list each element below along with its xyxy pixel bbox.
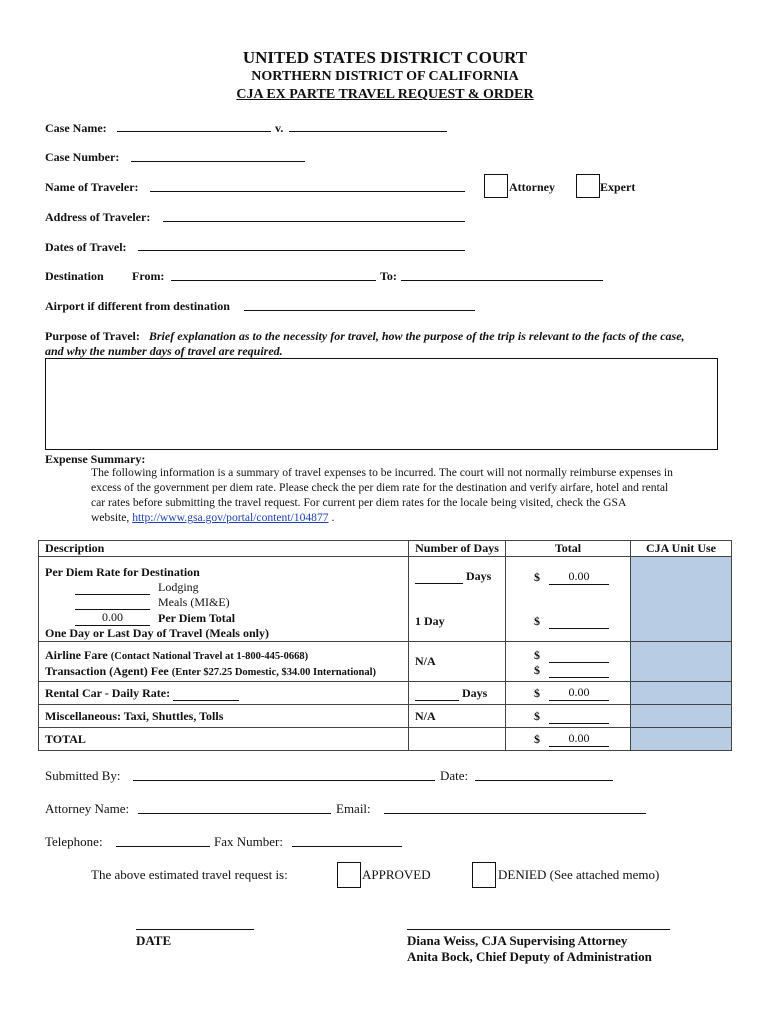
travel-dates-label: Dates of Travel: — [45, 240, 127, 254]
one-day-label: One Day or Last Day of Travel (Meals only) — [45, 626, 269, 640]
dollar-sign: $ — [534, 663, 540, 677]
per-diem-total-row — [45, 610, 402, 626]
airline-days: N/A — [409, 642, 506, 682]
denied-label: DENIED (See attached memo) — [498, 867, 660, 882]
dollar-sign: $ — [534, 648, 540, 662]
traveler-address-field[interactable] — [163, 221, 465, 222]
fax-label: Fax Number: — [214, 834, 283, 849]
expense-summary-line-3: car rates before submitting the travel request. For current per diem rates for the locale being visited, check the GSA — [91, 496, 627, 509]
purpose-line-2 — [45, 344, 283, 358]
table-row-total — [39, 728, 732, 751]
expense-summary-line-4 — [91, 511, 334, 525]
cja-cell-airline — [631, 642, 732, 682]
website-label: website, — [91, 511, 130, 524]
header-cja: CJA Unit Use — [631, 541, 732, 557]
from-field[interactable] — [171, 280, 376, 281]
airport-field[interactable] — [244, 310, 475, 311]
traveler-name-label: Name of Traveler: — [45, 180, 139, 194]
header-days: Number of Days — [409, 541, 506, 557]
header-description: Description — [39, 541, 409, 557]
airline-note: (Contact National Travel at 1-800-445-0668) — [110, 651, 309, 662]
misc-total-cell — [506, 705, 631, 728]
case-number-field[interactable] — [131, 161, 305, 162]
header-total: Total — [506, 541, 631, 557]
approver-signature-line[interactable] — [407, 929, 670, 930]
signer-2: Anita Bock, Chief Deputy of Administration — [407, 949, 652, 964]
airport-label: Airport if different from destination — [45, 299, 230, 313]
total-amount-cell — [506, 728, 631, 751]
per-diem-total-cell — [506, 557, 631, 642]
misc-days: N/A — [409, 705, 506, 728]
attorney-name-label: Attorney Name: — [45, 801, 130, 816]
email-field[interactable] — [384, 813, 646, 814]
table-row-misc — [39, 705, 732, 728]
telephone-label: Telephone: — [45, 834, 103, 849]
one-day-amount-field[interactable] — [549, 615, 609, 629]
line4-suffix: . — [331, 511, 335, 524]
expert-checkbox[interactable] — [576, 174, 600, 198]
form-title-text: CJA EX PARTE TRAVEL REQUEST & ORDER — [236, 87, 534, 102]
dollar-sign: $ — [534, 686, 540, 700]
purpose-hint-2: and why the number days of travel are required. — [45, 344, 283, 358]
form-title — [0, 87, 770, 103]
dollar-sign: $ — [534, 614, 540, 628]
expense-summary-line-1: The following information is a summary of travel expenses to be incurred. The court will not normally reimburse expenses in — [91, 466, 673, 479]
per-diem-days — [415, 569, 491, 584]
gsa-link[interactable]: http://www.gsa.gov/portal/content/104877 — [132, 511, 329, 524]
rental-days-cell — [409, 682, 506, 705]
rental-days-field[interactable] — [415, 687, 459, 701]
date-signature-label: DATE — [136, 933, 172, 948]
expert-label: Expert — [600, 180, 636, 194]
attorney-label: Attorney — [509, 180, 555, 194]
misc-amount-field[interactable] — [549, 710, 609, 724]
per-diem-amount-row — [534, 569, 609, 585]
attorney-name-field[interactable] — [138, 813, 331, 814]
cja-cell-total — [631, 728, 732, 751]
total-amount[interactable]: 0.00 — [549, 731, 609, 747]
submitted-by-label: Submitted By: — [45, 768, 121, 783]
date-label: Date: — [440, 768, 469, 783]
destination-label: Destination — [45, 269, 104, 283]
to-field[interactable] — [401, 280, 603, 281]
total-label: TOTAL — [39, 728, 409, 751]
expense-summary-line-2: excess of the government per diem rate. Please check the per diem rate for the destination and verify airfare, hotel and rental — [91, 481, 669, 494]
meals-label: Meals (MI&E) — [158, 595, 230, 609]
dollar-sign: $ — [534, 570, 540, 584]
table-header-row — [39, 541, 732, 557]
agent-amount-field[interactable] — [549, 664, 609, 678]
date-field[interactable] — [475, 780, 613, 781]
purpose-line-1 — [45, 329, 735, 343]
district-title: NORTHERN DISTRICT OF CALIFORNIA — [251, 69, 519, 84]
expense-summary-title: Expense Summary: — [45, 452, 146, 466]
airline-label: Airline Fare — [45, 648, 108, 662]
cja-cell-misc — [631, 705, 732, 728]
agent-note: (Enter $27.25 Domestic, $34.00 International) — [171, 667, 376, 678]
denied-checkbox[interactable] — [472, 862, 496, 888]
rental-description — [39, 682, 409, 705]
submitted-by-field[interactable] — [133, 780, 435, 781]
per-diem-amount[interactable]: 0.00 — [549, 569, 609, 585]
lodging-field[interactable] — [75, 581, 150, 595]
traveler-address-label: Address of Traveler: — [45, 210, 151, 224]
table-row-per-diem — [39, 557, 732, 642]
case-name-defendant-field[interactable] — [289, 131, 447, 132]
table-row-rental — [39, 682, 732, 705]
per-diem-days-cell — [409, 557, 506, 642]
rental-rate-field[interactable] — [173, 687, 239, 701]
days-label: Days — [462, 685, 488, 700]
signer-1: Diana Weiss, CJA Supervising Attorney — [407, 933, 628, 948]
dollar-sign: $ — [534, 732, 540, 746]
per-diem-description — [39, 557, 409, 642]
airline-description — [39, 642, 409, 682]
table-row-airline — [39, 642, 732, 682]
meals-field[interactable] — [75, 596, 150, 610]
agent-amount-row — [534, 663, 609, 678]
total-days-cell — [409, 728, 506, 751]
airline-amount-field[interactable] — [549, 649, 609, 663]
one-day-count: 1 Day — [415, 614, 445, 628]
one-day-amount-row — [534, 614, 609, 629]
purpose-label: Purpose of Travel: — [45, 329, 140, 343]
rental-total-cell — [506, 682, 631, 705]
versus-label: v. — [275, 121, 284, 135]
case-name-plaintiff-field[interactable] — [117, 131, 271, 132]
misc-label: Miscellaneous: Taxi, Shuttles, Tolls — [39, 705, 409, 728]
airline-row — [45, 648, 402, 664]
fax-field[interactable] — [292, 846, 402, 847]
per-diem-days-field[interactable] — [415, 570, 463, 584]
attorney-checkbox[interactable] — [484, 174, 508, 198]
cja-cell-per-diem — [631, 557, 732, 642]
approved-label: APPROVED — [362, 867, 431, 882]
approved-checkbox[interactable] — [337, 862, 361, 888]
telephone-field[interactable] — [116, 846, 210, 847]
agent-row — [45, 664, 402, 680]
per-diem-title: Per Diem Rate for Destination — [45, 565, 200, 579]
lodging-label: Lodging — [158, 580, 199, 594]
dollar-sign: $ — [534, 708, 540, 723]
agent-label: Transaction (Agent) Fee — [45, 664, 169, 678]
purpose-textarea[interactable] — [45, 358, 718, 450]
email-label: Email: — [336, 801, 371, 816]
court-title: UNITED STATES DISTRICT COURT — [242, 48, 528, 67]
days-label: Days — [466, 569, 492, 583]
lodging-row — [45, 580, 402, 595]
cja-cell-rental — [631, 682, 732, 705]
meals-row — [45, 595, 402, 610]
rental-amount[interactable]: 0.00 — [549, 685, 609, 701]
per-diem-total-label: Per Diem Total — [158, 611, 236, 625]
airline-total-cell — [506, 642, 631, 682]
purpose-hint-1: Brief explanation as to the necessity for travel, how the purpose of the trip is relevant to the facts of the case, — [148, 329, 685, 343]
airline-amount-row — [534, 648, 609, 663]
traveler-name-field[interactable] — [150, 191, 465, 192]
expense-table — [38, 540, 732, 751]
rental-label: Rental Car - Daily Rate: — [45, 685, 171, 700]
to-label: To: — [380, 269, 397, 283]
from-label: From: — [132, 269, 165, 283]
travel-dates-field[interactable] — [138, 250, 465, 251]
per-diem-total-field[interactable]: 0.00 — [75, 610, 150, 626]
case-number-label: Case Number: — [45, 150, 120, 164]
approval-text: The above estimated travel request is: — [91, 867, 288, 882]
case-name-label: Case Name: — [45, 121, 107, 135]
date-signature-line[interactable] — [136, 929, 254, 930]
